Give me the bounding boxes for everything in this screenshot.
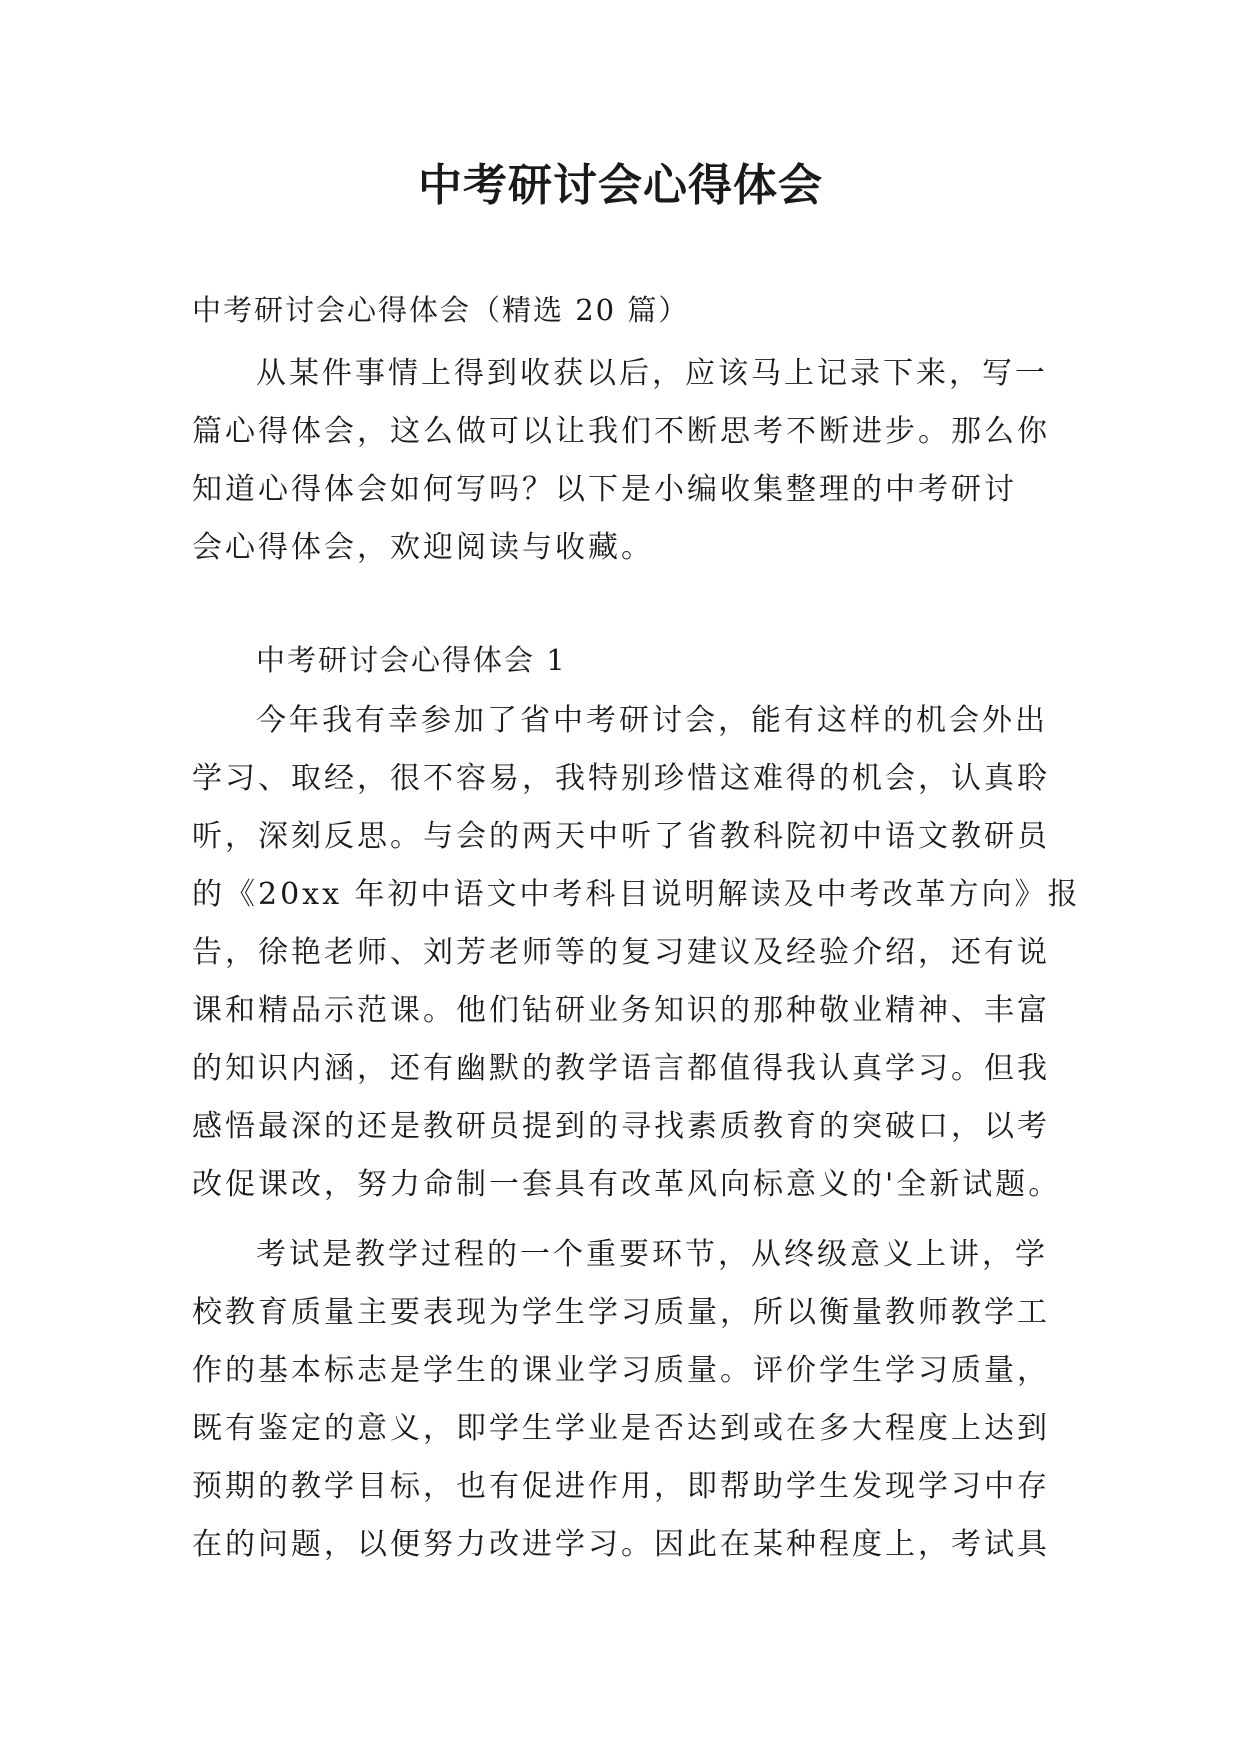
paragraph-line: 的《20xx 年初中语文中考科目说明解读及中考改革方向》报 <box>192 877 1081 912</box>
paragraph-line: 课和精品示范课。他们钻研业务知识的那种敬业精神、丰富 <box>192 993 1050 1028</box>
intro-line: 知道心得体会如何写吗？以下是小编收集整理的中考研讨 <box>192 472 1017 507</box>
section-heading: 中考研讨会心得体会 1 <box>256 643 567 677</box>
paragraph-line: 考试是教学过程的一个重要环节，从终级意义上讲，学 <box>256 1237 1048 1272</box>
paragraph-line: 预期的教学目标，也有促进作用，即帮助学生发现学习中存 <box>192 1469 1050 1504</box>
body-paragraph-1 <box>192 692 1081 1214</box>
paragraph-line: 在的问题，以便努力改进学习。因此在某种程度上，考试具 <box>192 1527 1050 1562</box>
paragraph-line: 告，徐艳老师、刘芳老师等的复习建议及经验介绍，还有说 <box>192 935 1050 970</box>
body-paragraph-2 <box>192 1226 1057 1574</box>
paragraph-line: 学习、取经，很不容易，我特别珍惜这难得的机会，认真聆 <box>192 761 1050 796</box>
document-subtitle: 中考研讨会心得体会（精选 20 篇） <box>192 293 690 327</box>
paragraph-line: 改促课改，努力命制一套具有改革风向标意义的'全新试题。 <box>192 1167 1062 1202</box>
intro-line: 篇心得体会，这么做可以让我们不断思考不断进步。那么你 <box>192 414 1050 449</box>
intro-line: 会心得体会，欢迎阅读与收藏。 <box>192 530 654 565</box>
paragraph-line: 校教育质量主要表现为学生学习质量，所以衡量教师教学工 <box>192 1295 1050 1330</box>
paragraph-line: 既有鉴定的意义，即学生学业是否达到或在多大程度上达到 <box>192 1411 1050 1446</box>
document-title: 中考研讨会心得体会 <box>418 160 823 211</box>
paragraph-line: 作的基本标志是学生的课业学习质量。评价学生学习质量， <box>192 1353 1050 1388</box>
paragraph-line: 感悟最深的还是教研员提到的寻找素质教育的突破口，以考 <box>192 1109 1050 1144</box>
intro-paragraph <box>192 345 1057 577</box>
paragraph-line: 今年我有幸参加了省中考研讨会，能有这样的机会外出 <box>256 703 1048 738</box>
paragraph-line: 的知识内涵，还有幽默的教学语言都值得我认真学习。但我 <box>192 1051 1050 1086</box>
paragraph-line: 听，深刻反思。与会的两天中听了省教科院初中语文教研员 <box>192 819 1050 854</box>
intro-line: 从某件事情上得到收获以后，应该马上记录下来，写一 <box>256 356 1048 391</box>
